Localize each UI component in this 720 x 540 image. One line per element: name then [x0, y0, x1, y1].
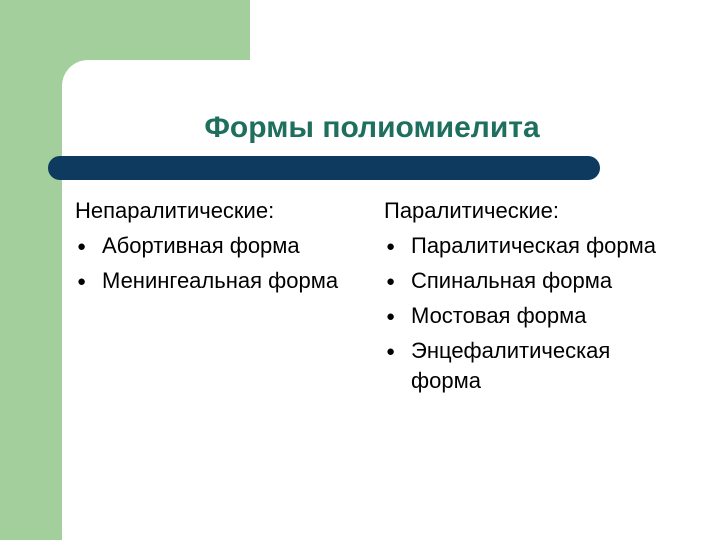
bullet-icon: ● [386, 343, 396, 360]
bullet-icon: ● [386, 308, 396, 325]
list-item [384, 231, 684, 261]
list-item-text: Спинальная форма [411, 268, 613, 293]
list-item-text: Паралитическая форма [411, 233, 657, 258]
right-bullet-list [384, 231, 684, 396]
bullet-icon: ● [77, 273, 87, 290]
bullet-icon: ● [386, 273, 396, 290]
list-item [75, 266, 365, 296]
list-item-text: Энцефалитическая форма [411, 338, 611, 393]
list-item [384, 336, 684, 396]
list-item-text: Менингеальная форма [102, 268, 339, 293]
list-item-text: Абортивная форма [102, 233, 300, 258]
list-item [75, 231, 365, 261]
green-accent-left [0, 0, 62, 540]
slide-title: Формы полиомиелита [204, 111, 540, 144]
right-column [384, 196, 684, 396]
left-column-heading: Непаралитические: [75, 198, 275, 223]
bullet-icon: ● [386, 238, 396, 255]
bullet-icon: ● [77, 238, 87, 255]
list-item [384, 301, 684, 331]
left-column [75, 196, 365, 296]
list-item [384, 266, 684, 296]
list-item-text: Мостовая форма [411, 303, 587, 328]
title-underline-bar [48, 156, 600, 180]
left-bullet-list [75, 231, 365, 296]
right-column-heading: Паралитические: [384, 198, 559, 223]
